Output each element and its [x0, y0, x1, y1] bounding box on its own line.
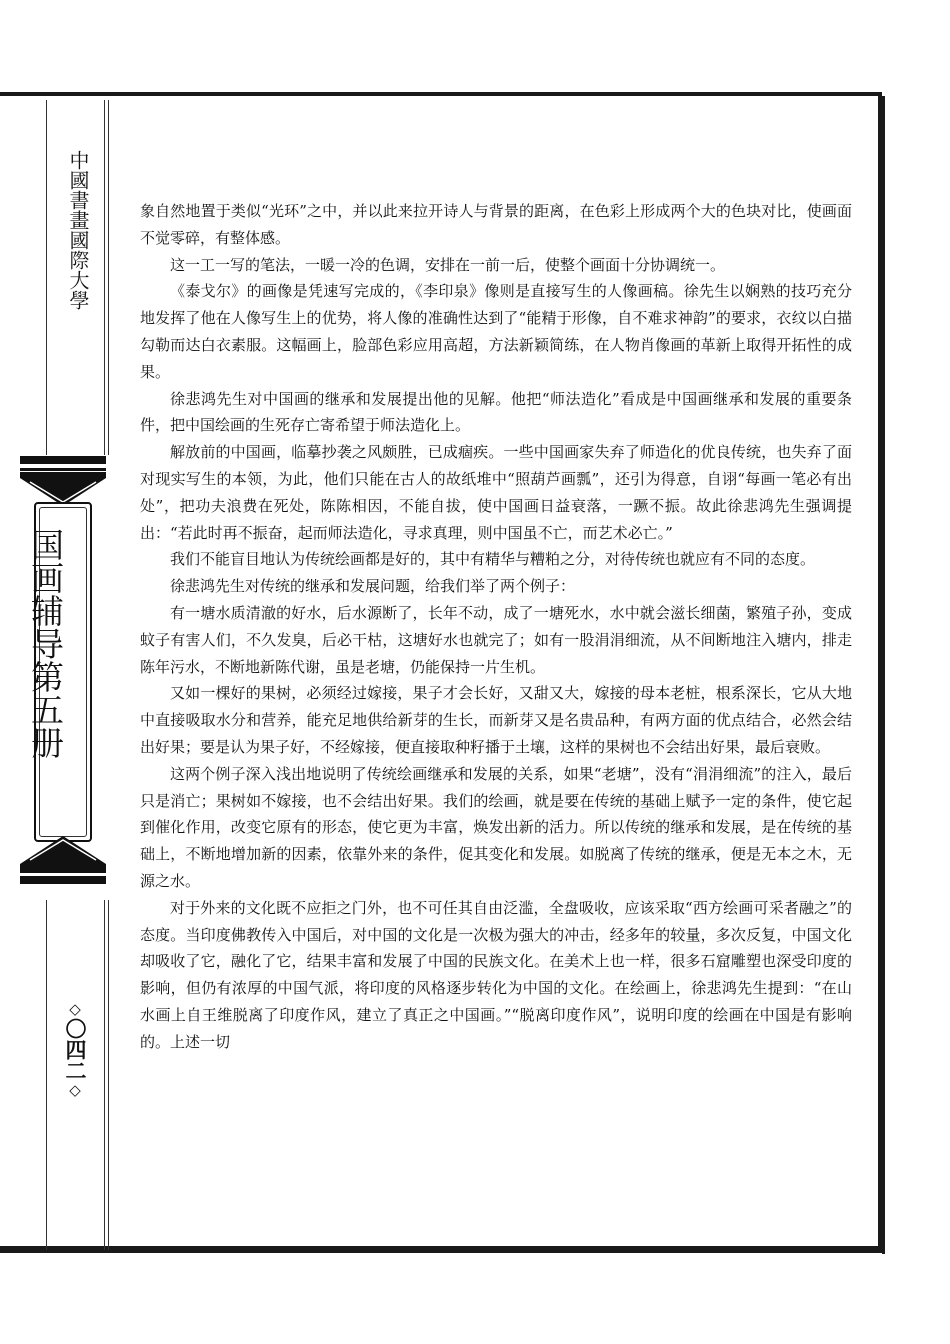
volume-panel: [20, 456, 108, 886]
page-number: [58, 1000, 92, 1099]
paragraph: 《泰戈尔》的画像是凭速写完成的，《李印泉》像则是直接写生的人像画稿。徐先生以娴熟的技巧充分地发挥了他在人像写生上的优势，将人像的准确性达到了“能精于形像，自不难求神韵”的要求，衣纹以白描勾勒而达白衣素服。这幅画上，脸部色彩应用高超，方法新颖简练，在人物肖像画的革新上取得开拓性的成果。: [140, 282, 852, 381]
sidebar-rule: [46, 100, 47, 455]
paragraph: 这两个例子深入浅出地说明了传统绘画继承和发展的关系，如果“老塘”，没有“涓涓细流”的注入，最后只是消亡；果树如不嫁接，也不会结出好果。我们的绘画，就是要在传统的基础上赋予一定的条件，使它起到催化作用，改变它原有的形态，使它更为丰富，焕发出新的活力。所以传统的继承和发展，是在传统的基础上，不断地增加新的因素，依靠外来的条件，促其变化和发展。如脱离了传统的继承，便是无本之木，无源之水。: [140, 764, 852, 890]
page-frame-shadow-right: [882, 96, 885, 1254]
paragraph: 徐悲鸿先生对传统的继承和发展问题，给我们举了两个例子：: [170, 577, 576, 596]
page-frame-shadow-bottom: [0, 1250, 885, 1253]
diamond-icon: ◇: [66, 1000, 84, 1018]
paragraph: 我们不能盲目地认为传统绘画都是好的，其中有精华与糟粕之分，对待传统也就应有不同的态度。: [170, 550, 816, 569]
series-title: 中國書畫國際大學: [66, 150, 90, 310]
page-number-text: 〇四二: [63, 1018, 87, 1081]
volume-title: 国画辅导第五册: [26, 528, 65, 759]
paragraph: 这一工一写的笔法，一暖一冷的色调，安排在一前一后，使整个画面十分协调统一。: [170, 255, 726, 274]
paragraph: 解放前的中国画，临摹抄袭之风颇胜，已成痼疾。一些中国画家失弃了师造化的优良传统，也失弃了面对现实写生的本领，为此，他们只能在古人的故纸堆中“照葫芦画瓢”，还引为得意，自诩“每画一笔必有出处”，把功夫浪费在死处，陈陈相因，不能自拔，使中国画日益衰落，一蹶不振。故此徐悲鸿先生强调提出：“若此时再不振奋，起而师法造化，寻求真理，则中国虽不亡，而艺术必亡。”: [140, 443, 852, 542]
volume-panel-bar: [20, 468, 106, 471]
sidebar-rule: [46, 900, 47, 1250]
paragraph: 对于外来的文化既不应拒之门外，也不可任其自由泛滥，全盘吸收，应该采取“西方绘画可采者融之”的态度。当印度佛教传入中国后，对中国的文化是一次极为强大的冲击，经多年的较量，多次反复，中国文化却吸收了它，融化了它，结果丰富和发展了中国的民族文化。在美术上也一样，很多石窟雕塑也深受印度的影响，但仍有浓厚的中国气派，将印度的风格逐步转化为中国的文化。在绘画上，徐悲鸿先生提到：“在山水画上自王维脱离了印度作风，建立了真正之中国画。”“脱离印度作风”，说明印度的绘画在中国是有影响的。上述一切: [140, 898, 852, 1051]
paragraph: 又如一棵好的果树，必须经过嫁接，果子才会长好，又甜又大，嫁接的母本老桩，根系深长，它从大地中直接吸取水分和营养，能充足地供给新芽的生长，而新芽又是名贵品种，有两方面的优点结合，必然会结出好果；要是认为果子好，不经嫁接，便直接取种籽播于土壤，这样的果树也不会结出好果，最后衰败。: [140, 684, 852, 756]
diamond-icon: ◇: [66, 1081, 84, 1099]
paragraph: 徐悲鸿先生对中国画的继承和发展提出他的见解。他把“师法造化”看成是中国画继承和发展的重要条件，把中国绘画的生死存亡寄希望于师法造化上。: [140, 389, 852, 435]
paragraph: 有一塘水质清澈的好水，后水源断了，长年不动，成了一塘死水，水中就会滋长细菌，繁殖子孙，变成蚊子有害人们，不久发臭，后必干枯，这塘好水也就完了；如有一股涓涓细流，从不间断地注入塘内，排走陈年污水，不断地新陈代谢，虽是老塘，仍能保持一片生机。: [140, 603, 852, 676]
paragraph: 象自然地置于类似“光环”之中，并以此来拉开诗人与背景的距离，在色彩上形成两个大的色块对比，使画面不觉零碎，有整体感。: [140, 202, 852, 247]
sidebar-rule: [108, 100, 109, 455]
volume-panel-bar: [20, 870, 106, 873]
body-text: [140, 198, 852, 1056]
volume-panel-ornament-bottom: [20, 834, 106, 870]
sidebar-rule: [104, 900, 105, 1250]
volume-panel-bar: [20, 456, 106, 464]
sidebar-rule: [108, 900, 109, 1250]
sidebar-rule: [104, 100, 105, 455]
volume-panel-bar: [20, 876, 106, 884]
